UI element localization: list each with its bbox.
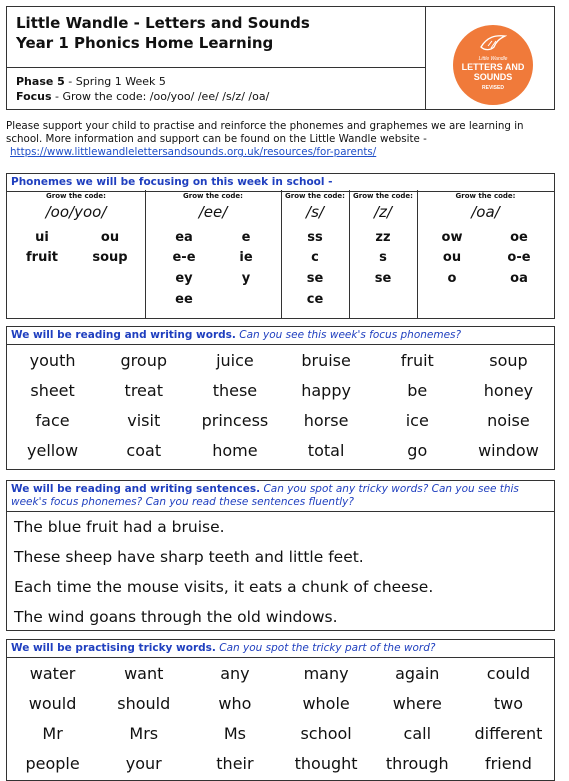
word: yellow <box>27 440 79 460</box>
grapheme: o <box>447 271 457 286</box>
tricky-word: would <box>28 693 77 713</box>
tricky-word: who <box>218 693 252 713</box>
word: home <box>212 440 258 460</box>
tricky-word: their <box>216 753 254 773</box>
tricky-word: different <box>474 723 543 743</box>
grapheme: ea <box>175 230 193 245</box>
code-oa: /oa/ <box>471 203 500 221</box>
tricky-word: any <box>220 663 250 683</box>
tricky-heading-bold: We will be practising tricky words. <box>11 642 216 654</box>
tricky-word: whole <box>302 693 350 713</box>
word: total <box>307 440 345 460</box>
sentence: The blue fruit had a bruise. <box>14 518 225 536</box>
grow-label-oa: Grow the code: <box>455 192 516 200</box>
logo-text-2: SOUNDS <box>473 72 513 82</box>
word: group <box>120 350 167 370</box>
grapheme: o-e <box>507 250 531 265</box>
word: window <box>478 440 539 460</box>
phase-line <box>16 74 269 89</box>
sentences-heading <box>7 481 554 512</box>
title-line-1: Little Wandle - Letters and Sounds <box>16 14 310 32</box>
phonemes-section <box>6 173 555 319</box>
tricky-word: where <box>392 693 442 713</box>
grapheme: ow <box>441 230 463 245</box>
tricky-word: through <box>385 753 449 773</box>
grapheme: c <box>311 250 319 265</box>
tricky-word: call <box>403 723 432 743</box>
tricky-word: your <box>125 753 162 773</box>
header-box <box>6 6 555 110</box>
phase-value: - Spring 1 Week 5 <box>64 75 166 88</box>
tricky-word: Ms <box>223 723 246 743</box>
tricky-heading <box>7 640 554 658</box>
tricky-word: people <box>25 753 80 773</box>
code-s: /s/ <box>306 203 324 221</box>
grapheme: oa <box>510 271 528 286</box>
word: noise <box>487 410 530 430</box>
tricky-row <box>7 658 554 688</box>
intro-text: Please support your child to practise and reinforce the phonemes and graphemes we are learning in school. More information and support can be found on the Little Wandle website - <box>6 120 524 145</box>
grow-label-z: Grow the code: <box>353 192 413 200</box>
example-word: fruit <box>26 250 58 265</box>
header-meta <box>16 74 269 104</box>
word: be <box>407 380 428 400</box>
logo-text-1: LETTERS AND <box>461 62 525 72</box>
word: coat <box>126 440 162 460</box>
word: ice <box>405 410 429 430</box>
word: visit <box>127 410 161 430</box>
tricky-grid <box>7 658 554 778</box>
grapheme: e <box>241 230 251 245</box>
tricky-word: two <box>493 693 524 713</box>
word-row <box>7 405 554 435</box>
word: youth <box>29 350 76 370</box>
grapheme: y <box>241 271 251 286</box>
word-row <box>7 375 554 405</box>
word: honey <box>483 380 534 400</box>
word: sheet <box>30 380 75 400</box>
tricky-word: again <box>395 663 440 683</box>
word: horse <box>303 410 349 430</box>
grapheme: oe <box>510 230 528 245</box>
tricky-heading-question: Can you spot the tricky part of the word? <box>215 642 436 654</box>
word: these <box>212 380 258 400</box>
word: bruise <box>301 350 351 370</box>
grapheme: ss <box>307 230 323 245</box>
word: happy <box>301 380 351 400</box>
word: soup <box>489 350 528 370</box>
tricky-word: Mrs <box>129 723 159 743</box>
tricky-word: friend <box>485 753 532 773</box>
tricky-word: Mr <box>42 723 63 743</box>
header-info <box>7 7 426 109</box>
grapheme: ou <box>100 230 120 245</box>
word: juice <box>216 350 254 370</box>
tricky-row <box>7 718 554 748</box>
bird-icon <box>479 33 507 53</box>
grow-label-s: Grow the code: <box>285 192 345 200</box>
focus-line <box>16 89 269 104</box>
grapheme: ey <box>175 271 193 286</box>
word: treat <box>124 380 163 400</box>
words-grid <box>7 345 554 465</box>
code-oo: /oo/yoo/ <box>45 203 107 221</box>
grapheme: ie <box>239 250 253 265</box>
grow-label-ee: Grow the code: <box>183 192 243 200</box>
code-ee: /ee/ <box>198 203 228 221</box>
tricky-word: should <box>117 693 171 713</box>
phonemes-heading-text: Phonemes we will be focusing on this week in school - <box>11 176 333 188</box>
tricky-row <box>7 688 554 718</box>
grapheme: se <box>306 271 324 286</box>
word: princess <box>201 410 269 430</box>
word: fruit <box>400 350 434 370</box>
header-divider <box>7 67 425 68</box>
words-heading <box>7 327 554 345</box>
grapheme: zz <box>375 230 391 245</box>
sentence: The wind goans through the old windows. <box>14 608 338 626</box>
example-word: soup <box>92 250 128 265</box>
focus-value: - Grow the code: /oo/yoo/ /ee/ /s/z/ /oa/ <box>51 90 270 103</box>
grapheme: e-e <box>172 250 196 265</box>
words-heading-question: Can you see this week's focus phonemes? <box>235 329 462 341</box>
words-section <box>6 326 555 470</box>
phase-label: Phase 5 <box>16 75 65 88</box>
parents-resources-link[interactable]: https://www.littlewandlelettersandsounds.org.uk/resources/for-parents/ <box>10 146 377 158</box>
focus-label: Focus <box>16 90 52 103</box>
words-heading-bold: We will be reading and writing words. <box>11 329 236 341</box>
sentences-section <box>6 480 555 631</box>
title-line-2: Year 1 Phonics Home Learning <box>16 34 274 52</box>
tricky-word: many <box>303 663 349 683</box>
little-wandle-logo <box>453 25 533 105</box>
tricky-word: water <box>29 663 76 683</box>
sentence: Each time the mouse visits, it eats a chunk of cheese. <box>14 578 434 596</box>
code-z: /z/ <box>374 203 392 221</box>
tricky-row <box>7 748 554 778</box>
tricky-words-section <box>6 639 555 781</box>
logo-text-3: REVISED <box>482 85 504 91</box>
tricky-word: school <box>300 723 352 743</box>
logo-small-text: Little Wandle <box>478 56 508 62</box>
grapheme: ee <box>175 292 193 307</box>
grapheme: ou <box>442 250 462 265</box>
grapheme: se <box>374 271 392 286</box>
grow-label-oo: Grow the code: <box>46 192 106 200</box>
grapheme: ui <box>35 230 49 245</box>
intro-paragraph <box>6 120 558 159</box>
word: go <box>407 440 428 460</box>
sentences-heading-question: Can you spot any tricky words? Can you see this week's focus phonemes? Can you read these sentences fluently? <box>11 483 519 508</box>
sentence: These sheep have sharp teeth and little feet. <box>14 548 364 566</box>
grapheme: ce <box>306 292 324 307</box>
word-row <box>7 435 554 465</box>
word-row <box>7 345 554 375</box>
tricky-word: could <box>486 663 531 683</box>
grapheme: s <box>379 250 387 265</box>
sentences-heading-bold: We will be reading and writing sentences. <box>11 483 261 495</box>
page-title <box>16 13 310 53</box>
tricky-word: thought <box>294 753 358 773</box>
word: face <box>35 410 70 430</box>
tricky-word: want <box>124 663 164 683</box>
